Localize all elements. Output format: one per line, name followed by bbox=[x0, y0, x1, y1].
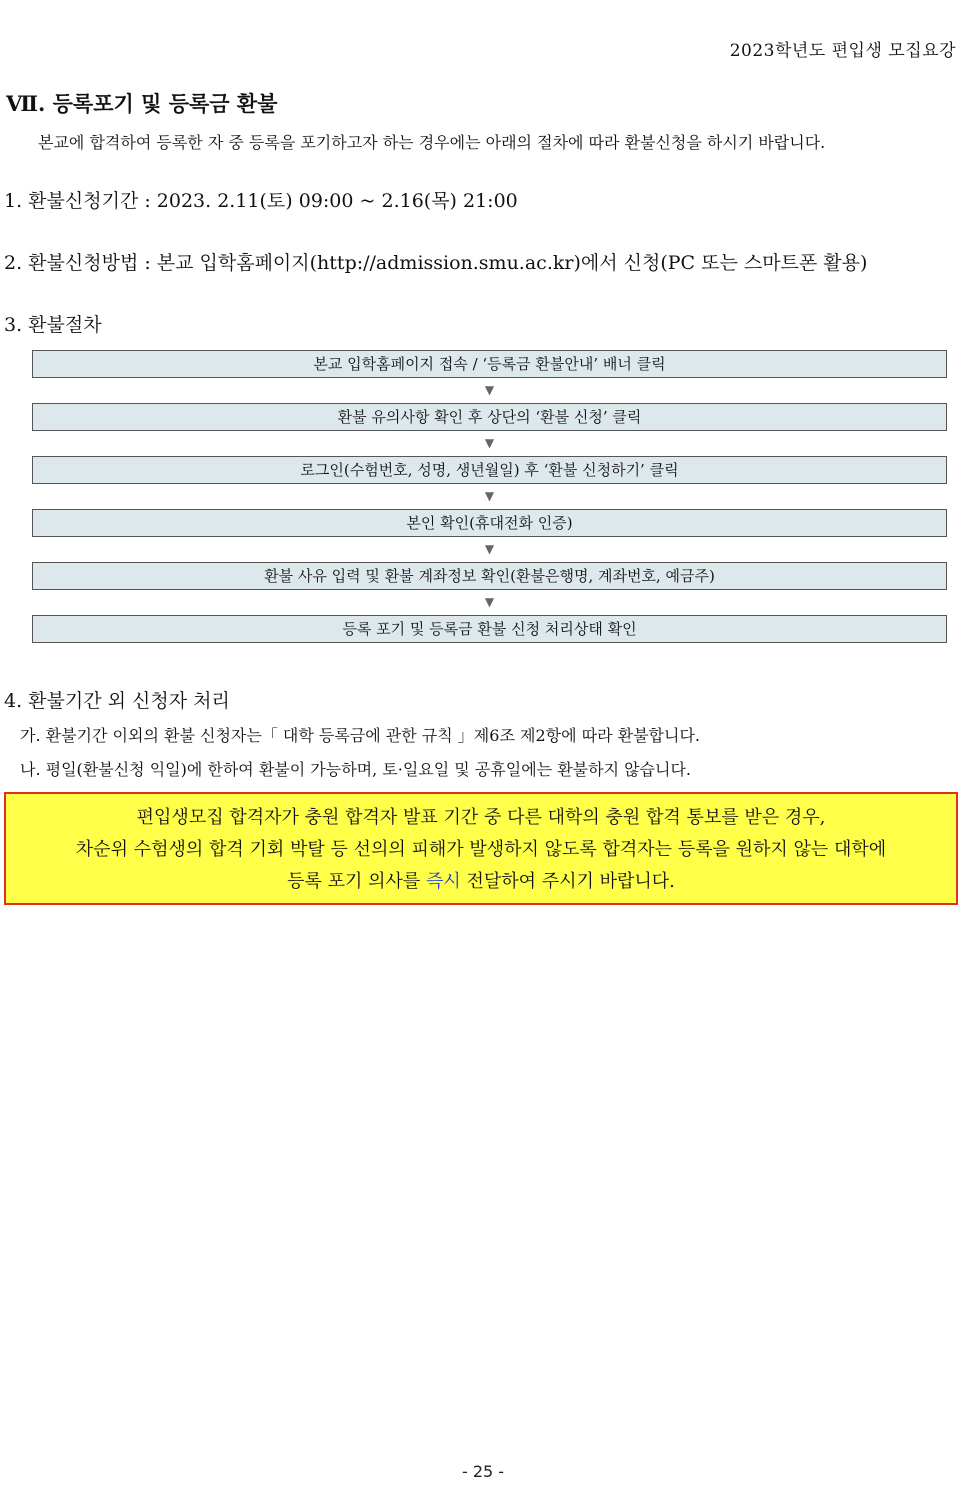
down-arrow-icon: ▼ bbox=[484, 542, 495, 556]
refund-flowchart bbox=[32, 350, 947, 643]
page-number: - 25 - bbox=[461, 1462, 505, 1481]
refund-method: 2. 환불신청방법 : 본교 입학홈페이지(http://admission.smu.ac.kr)에서 신청(PC 또는 스마트폰 활용) bbox=[4, 252, 868, 274]
down-arrow-icon: ▼ bbox=[484, 489, 495, 503]
notice-line-3-post: 전달하여 주시기 바랍니다. bbox=[460, 871, 675, 892]
flow-step-1: 본교 입학홈페이지 접속 / ‘등록금 환불안내’ 배너 클릭 bbox=[32, 350, 947, 378]
down-arrow-icon: ▼ bbox=[484, 436, 495, 450]
section-intro: 본교에 합격하여 등록한 자 중 등록을 포기하고자 하는 경우에는 아래의 절차에 따라 환불신청을 하시기 바랍니다. bbox=[38, 133, 826, 152]
notice-box bbox=[4, 792, 958, 905]
refund-procedure-title: 3. 환불절차 bbox=[4, 314, 102, 336]
down-arrow-icon: ▼ bbox=[484, 383, 495, 397]
flow-step-6: 등록 포기 및 등록금 환불 신청 처리상태 확인 bbox=[32, 615, 947, 643]
sub-item-ga: 가. 환불기간 이외의 환불 신청자는「 대학 등록금에 관한 규칙 」제6조 제2항에 따라 환불합니다. bbox=[20, 726, 700, 745]
flow-step-3: 로그인(수험번호, 성명, 생년월일) 후 ‘환불 신청하기’ 클릭 bbox=[32, 456, 947, 484]
notice-line-3 bbox=[6, 866, 956, 898]
section-title: Ⅶ. 등록포기 및 등록금 환불 bbox=[6, 91, 278, 116]
down-arrow-icon: ▼ bbox=[484, 595, 495, 609]
notice-line-3-pre: 등록 포기 의사를 bbox=[287, 871, 426, 892]
flow-step-2: 환불 유의사항 확인 후 상단의 ‘환불 신청’ 클릭 bbox=[32, 403, 947, 431]
notice-line-1: 편입생모집 합격자가 충원 합격자 발표 기간 중 다른 대학의 충원 합격 통보를 받은 경우, bbox=[136, 807, 826, 828]
document-header-title: 2023학년도 편입생 모집요강 bbox=[729, 41, 956, 61]
outside-period-title: 4. 환불기간 외 신청자 처리 bbox=[4, 690, 230, 712]
notice-line-2: 차순위 수험생의 합격 기회 박탈 등 선의의 피해가 발생하지 않도록 합격자는 등록을 원하지 않는 대학에 bbox=[75, 839, 887, 860]
sub-item-na: 나. 평일(환불신청 익일)에 한하여 환불이 가능하며, 토·일요일 및 공휴일에는 환불하지 않습니다. bbox=[20, 760, 692, 779]
refund-period: 1. 환불신청기간 : 2023. 2.11(토) 09:00 ~ 2.16(목) 21:00 bbox=[4, 190, 518, 212]
flow-step-4: 본인 확인(휴대전화 인증) bbox=[32, 509, 947, 537]
notice-highlight-immediately: 즉시 bbox=[425, 871, 461, 892]
flow-step-5: 환불 사유 입력 및 환불 계좌정보 확인(환불은행명, 계좌번호, 예금주) bbox=[32, 562, 947, 590]
